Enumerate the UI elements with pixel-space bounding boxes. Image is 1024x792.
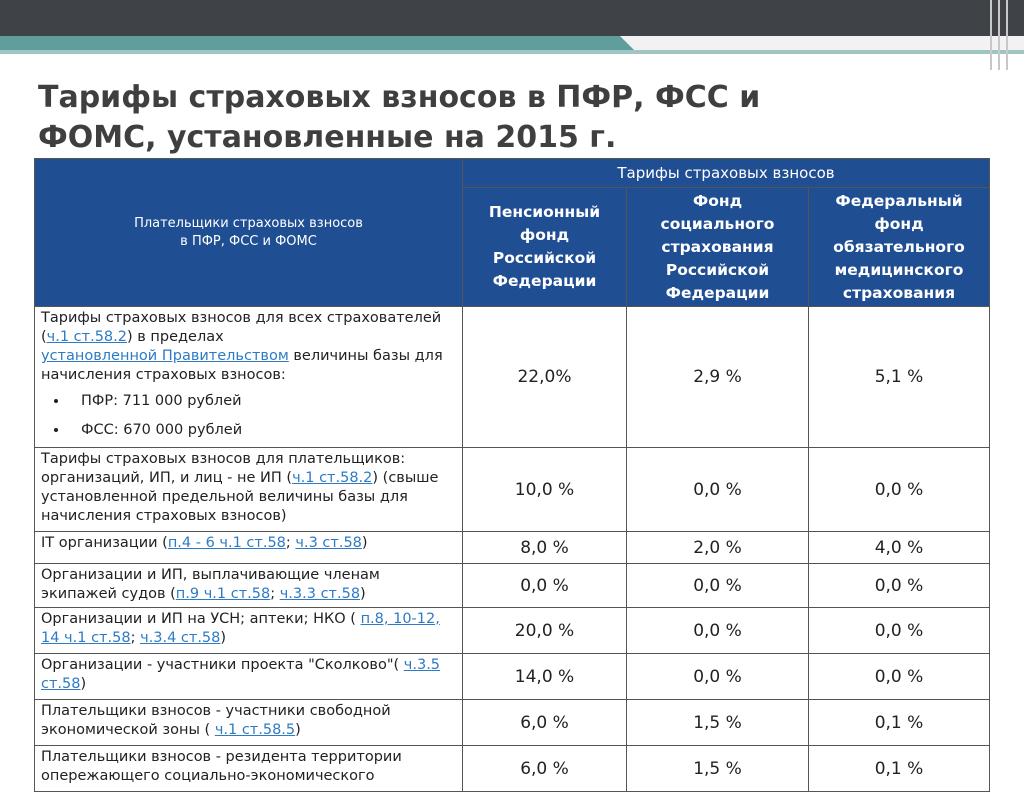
slide-top-bar [0,0,1024,36]
slide-title [38,78,798,158]
row-description: Организации и ИП, выплачивающие членам экипажей судов (п.9 ч.1 ст.58; ч.3.3 ст.58) [35,564,463,608]
cell-foms: 0,0 % [809,564,990,608]
slide-chevron-decoration [620,36,1024,50]
list-item: • ФСС: 670 000 рублей [69,416,456,445]
title-line-2: ФОМС, установленные на 2015 г. [38,120,617,155]
cell-foms: 0,0 % [809,448,990,532]
law-link[interactable]: ч.1 ст.58.2 [292,470,373,486]
law-link[interactable]: установленной Правительством [41,348,289,364]
cell-foms: 0,0 % [809,654,990,700]
cell-pfr: 22,0% [463,307,627,448]
table-row [35,700,990,746]
row-description: IT организации (п.4 - 6 ч.1 ст.58; ч.3 ст.58) [35,532,463,564]
tariff-table [34,158,990,792]
cell-pfr: 14,0 % [463,654,627,700]
title-line-1: Тарифы страховых взносов в ПФР, ФСС и [38,80,761,115]
law-link[interactable]: п.4 - 6 ч.1 ст.58 [167,535,286,551]
row-description: Организации - участники проекта "Сколково"( ч.3.5 ст.58) [35,654,463,700]
cell-fss: 0,0 % [627,654,809,700]
cell-fss: 1,5 % [627,700,809,746]
cell-fss: 0,0 % [627,564,809,608]
header-tariffs-group: Тарифы страховых взносов [463,159,990,188]
header-fss: Фонд социального страхования Российской Федерации [627,188,809,307]
law-link[interactable]: п.9 ч.1 ст.58 [175,586,271,602]
row-description: Тарифы страховых взносов для всех страхователей (ч.1 ст.58.2) в пределах установленной Правительством величины базы для начисления страховых взносов: • ПФР: 711 000 рублей • ФСС: 670 000 рублей [35,307,463,448]
cell-fss: 2,9 % [627,307,809,448]
law-link[interactable]: ч.3 ст.58 [295,535,362,551]
cell-fss: 0,0 % [627,608,809,654]
cell-pfr: 10,0 % [463,448,627,532]
cell-pfr: 6,0 % [463,746,627,792]
cell-pfr: 6,0 % [463,700,627,746]
header-pfr: Пенсионный фонд Российской Федерации [463,188,627,307]
limit-list [41,387,456,445]
corner-decoration [986,0,1016,70]
header-row-1 [35,159,990,188]
table-row [35,746,990,792]
table-row [35,532,990,564]
header-foms: Федеральный фонд обязательного медицинского страхования [809,188,990,307]
row-description: Тарифы страховых взносов для плательщиков: организаций, ИП, и лиц - не ИП (ч.1 ст.58.2) (свыше установленной предельной величины базы для начисления страховых взносов) [35,448,463,532]
header-payers [35,159,463,307]
cell-foms: 5,1 % [809,307,990,448]
cell-foms: 4,0 % [809,532,990,564]
header-payers-line-1: Плательщики страховых взносов [134,215,363,231]
table-row [35,564,990,608]
row-description: Плательщики взносов - участники свободной экономической зоны ( ч.1 ст.58.5) [35,700,463,746]
law-link[interactable]: ч.3.4 ст.58 [140,630,221,646]
cell-pfr: 8,0 % [463,532,627,564]
cell-fss: 1,5 % [627,746,809,792]
cell-foms: 0,1 % [809,746,990,792]
header-payers-line-2: в ПФР, ФСС и ФОМС [180,233,317,249]
law-link[interactable]: ч.3.5 ст.58 [41,657,441,692]
cell-pfr: 20,0 % [463,608,627,654]
cell-foms: 0,0 % [809,608,990,654]
law-link[interactable]: ч.3.3 ст.58 [279,586,361,602]
table-row [35,448,990,532]
list-item: • ПФР: 711 000 рублей [69,387,456,416]
law-link[interactable]: п.8, 10-12, 14 ч.1 ст.58 [41,611,440,646]
table-row [35,608,990,654]
law-link[interactable]: ч.1 ст.58.5 [214,722,296,738]
cell-fss: 2,0 % [627,532,809,564]
row-description: Организации и ИП на УСН; аптеки; НКО ( п.8, 10-12, 14 ч.1 ст.58; ч.3.4 ст.58) [35,608,463,654]
row-description: Плательщики взносов - резидента территории опережающего социально-экономического [35,746,463,792]
cell-pfr: 0,0 % [463,564,627,608]
law-link[interactable]: ч.1 ст.58.2 [46,329,127,345]
slide-accent-stripe [0,50,1024,54]
table-row [35,654,990,700]
cell-fss: 0,0 % [627,448,809,532]
table-row [35,307,990,448]
cell-foms: 0,1 % [809,700,990,746]
